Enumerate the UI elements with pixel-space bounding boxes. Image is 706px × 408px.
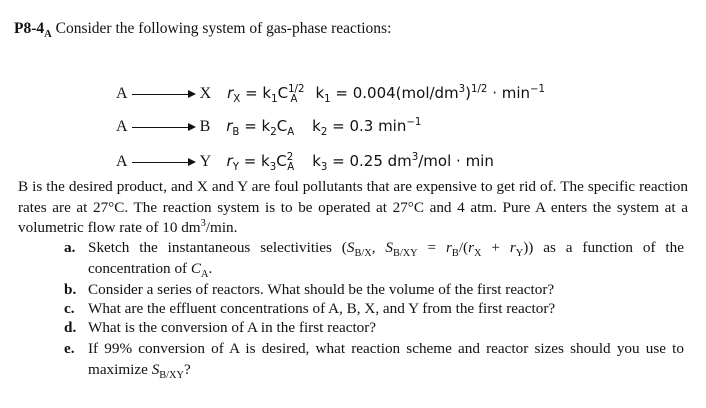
question-c xyxy=(64,299,684,320)
rate-constant: $k_3 = 0.25$ $dm^3$/mol · min xyxy=(312,152,494,173)
question-text: What are the effluent concentrations of A, B, X, and Y from the first reactor? xyxy=(88,300,556,317)
question-text: Consider a series of reactors. What should be the volume of the first reactor? xyxy=(88,281,555,298)
arrow-icon xyxy=(132,121,196,133)
question-text: If 99% conversion of A is desired, what reaction scheme and reactor sizes should you use to maximize $S_{B/XY}$? xyxy=(88,340,684,381)
reaction-2 xyxy=(116,117,421,136)
rate-law: $r_Y = k_3C^2_A$ xyxy=(226,152,295,173)
question-label: a. xyxy=(64,239,76,256)
question-text: What is the conversion of A in the first reactor? xyxy=(88,319,377,336)
question-label: e. xyxy=(64,340,75,357)
problem-number: $P8-4_A$ xyxy=(14,20,52,41)
question-e xyxy=(64,339,684,380)
reactant: A xyxy=(116,118,128,135)
question-b xyxy=(64,280,684,301)
rate-law: $r_B = k_2C_A$ xyxy=(226,117,295,138)
arrow-icon xyxy=(132,156,196,168)
question-label: d. xyxy=(64,319,77,336)
reactant: A xyxy=(116,85,128,102)
problem-intro: Consider the following system of gas-phase reactions: xyxy=(55,20,392,37)
question-label: c. xyxy=(64,300,75,317)
problem-description: B is the desired product, and X and Y are foul pollutants that are expensive to get rid of. The specific reaction rates are at 27°C. The reaction system is to be operated at 27°C and 4 atm. Pure A enters the system at a volumetric flow rate of 10 $dm^3/\min$. xyxy=(18,178,688,236)
rate-law: $r_X = k_1C^{1/2}_A$ xyxy=(227,84,305,105)
question-a xyxy=(64,238,684,279)
rate-constant: $k_1 = 0.004(mol/dm^3)^{1/2} \cdot \min^{-1}$ xyxy=(315,84,546,105)
reaction-1 xyxy=(116,84,545,103)
reactant: A xyxy=(116,153,128,170)
question-label: b. xyxy=(64,281,77,298)
product: X xyxy=(199,85,212,102)
rate-constant: $k_2 = 0.3$ $\min^{-1}$ xyxy=(312,117,422,138)
arrow-icon xyxy=(132,88,196,100)
product: Y xyxy=(199,153,211,170)
product: B xyxy=(199,118,211,135)
problem-heading xyxy=(14,20,392,41)
question-text: Sketch the instantaneous selectivities ($S_{B/X}$, $S_{B/XY} = r_B/(r_X + r_Y)$) as a function of the concentration of $C_A$. xyxy=(88,239,684,280)
question-d xyxy=(64,318,684,339)
reaction-3 xyxy=(116,152,494,171)
